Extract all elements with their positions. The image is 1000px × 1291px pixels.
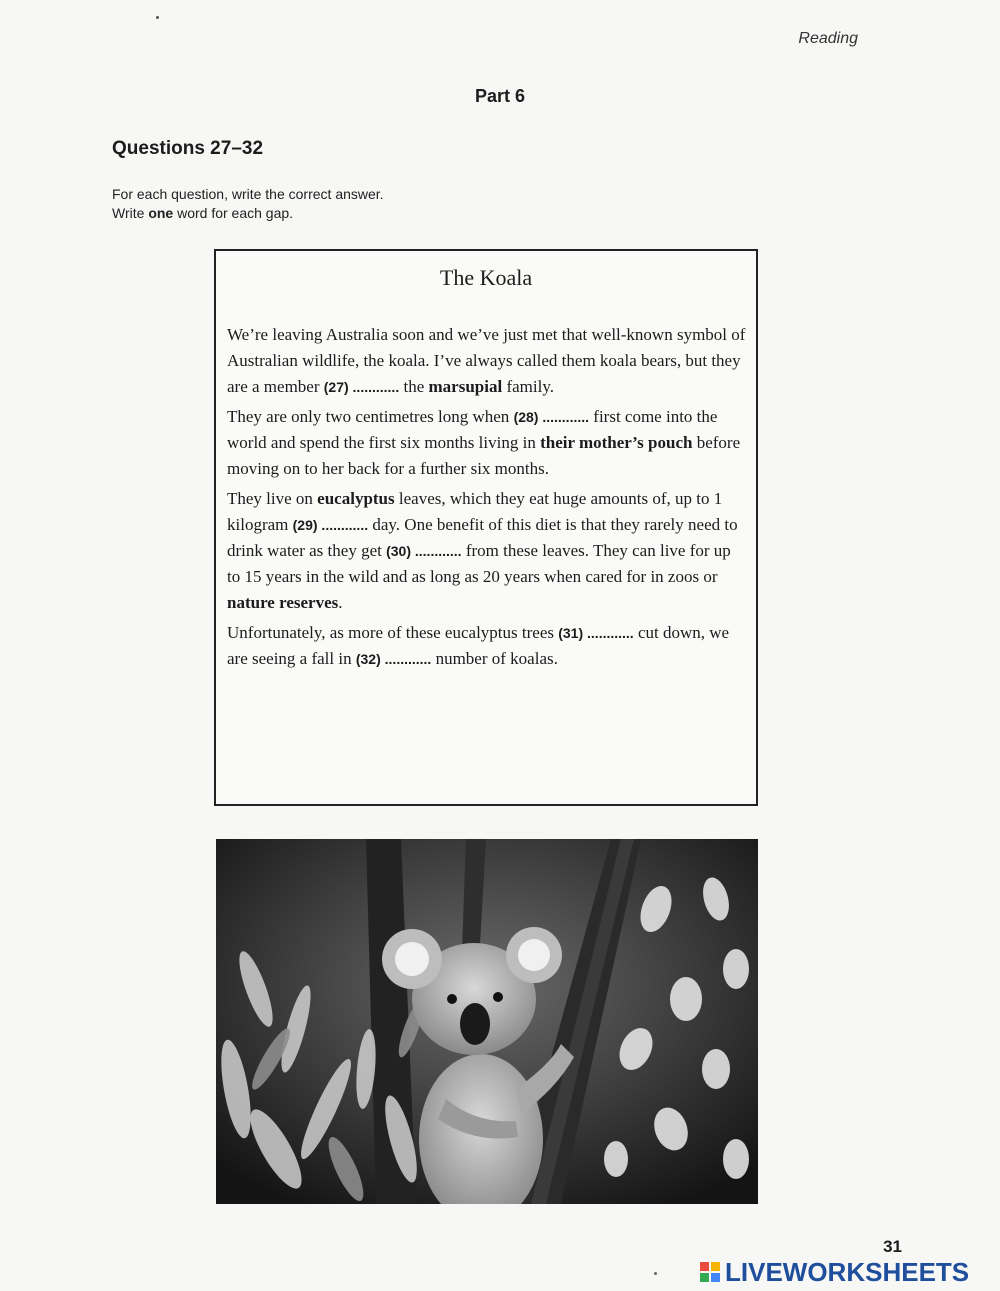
gap-31[interactable]: (31) ............ (558, 625, 634, 641)
text-run: day. One benefit of this diet is that they rarely need to drink water as they get (227, 515, 738, 560)
keyword-pouch: pouch (648, 433, 693, 452)
brand-block (700, 1273, 709, 1282)
text-run: the (399, 377, 429, 396)
text-run: They live on (227, 489, 318, 508)
gap-32[interactable]: (32) ............ (355, 651, 432, 667)
paragraph-3 (227, 486, 747, 616)
brand-logo (700, 1257, 969, 1287)
reading-text-box (214, 249, 758, 806)
text-run: before moving on to her back for a further six months. (227, 433, 741, 478)
gap-28[interactable]: (28) ............ (513, 409, 590, 425)
instruction-emphasis: one (148, 205, 174, 221)
text-title: The Koala (439, 265, 533, 290)
keyword-marsupial: marsupial (428, 377, 503, 396)
instruction-line-2 (112, 204, 384, 223)
text-run: from these leaves. They can live for up to 15 years in the wild and as long as 20 years when cared for in zoos or (227, 541, 731, 586)
gap-29[interactable]: (29) ............ (292, 517, 369, 533)
text-run: first come into the world and spend the first six months living in (227, 407, 718, 452)
brand-block (711, 1273, 720, 1282)
keyword-eucalyptus: eucalyptus (317, 489, 395, 508)
keyword-mothers: their mother’s (540, 433, 644, 452)
section-label: Reading (798, 30, 858, 47)
brand-text: LIVEWORKSHEETS (725, 1256, 970, 1287)
text-run: family. (502, 377, 554, 396)
instruction-text: Write (112, 205, 149, 221)
instructions (112, 185, 384, 223)
text-run: cut down, we are seeing a fall in (227, 623, 730, 668)
text-run: . (338, 593, 343, 612)
instruction-text: word for each gap. (173, 205, 294, 221)
text-run: They are only two centimetres long when (227, 407, 514, 426)
questions-heading: Questions 27–32 (112, 138, 264, 159)
koala-photo (216, 839, 758, 1204)
brand-blocks-icon (700, 1262, 720, 1282)
text-run: leaves, which they eat huge amounts of, up to 1 kilogram (227, 489, 723, 534)
brand-block (711, 1262, 720, 1271)
paragraph-4 (227, 620, 747, 672)
koala-illustration (216, 839, 758, 1204)
page-number: 31 (883, 1237, 902, 1256)
text-run: number of koalas. (431, 649, 558, 668)
instruction-line-1: For each question, write the correct answer. (112, 186, 384, 202)
keyword-nature-reserves: nature reserves (227, 593, 339, 612)
paragraph-1 (227, 322, 747, 400)
scan-speck (654, 1272, 657, 1275)
text-run: We’re leaving Australia soon and we’ve just met that well-known symbol of Australian wildlife, the koala. I’ve always called them koala bears, but they are a member (227, 325, 746, 396)
brand-block (700, 1262, 709, 1271)
text-run: Unfortunately, as more of these eucalyptus trees (227, 623, 559, 642)
gap-30[interactable]: (30) ............ (386, 543, 462, 559)
text-body (227, 322, 747, 676)
part-title: Part 6 (474, 86, 526, 106)
paragraph-2 (227, 404, 747, 482)
gap-27[interactable]: (27) ............ (323, 379, 400, 395)
scan-speck (156, 16, 159, 19)
